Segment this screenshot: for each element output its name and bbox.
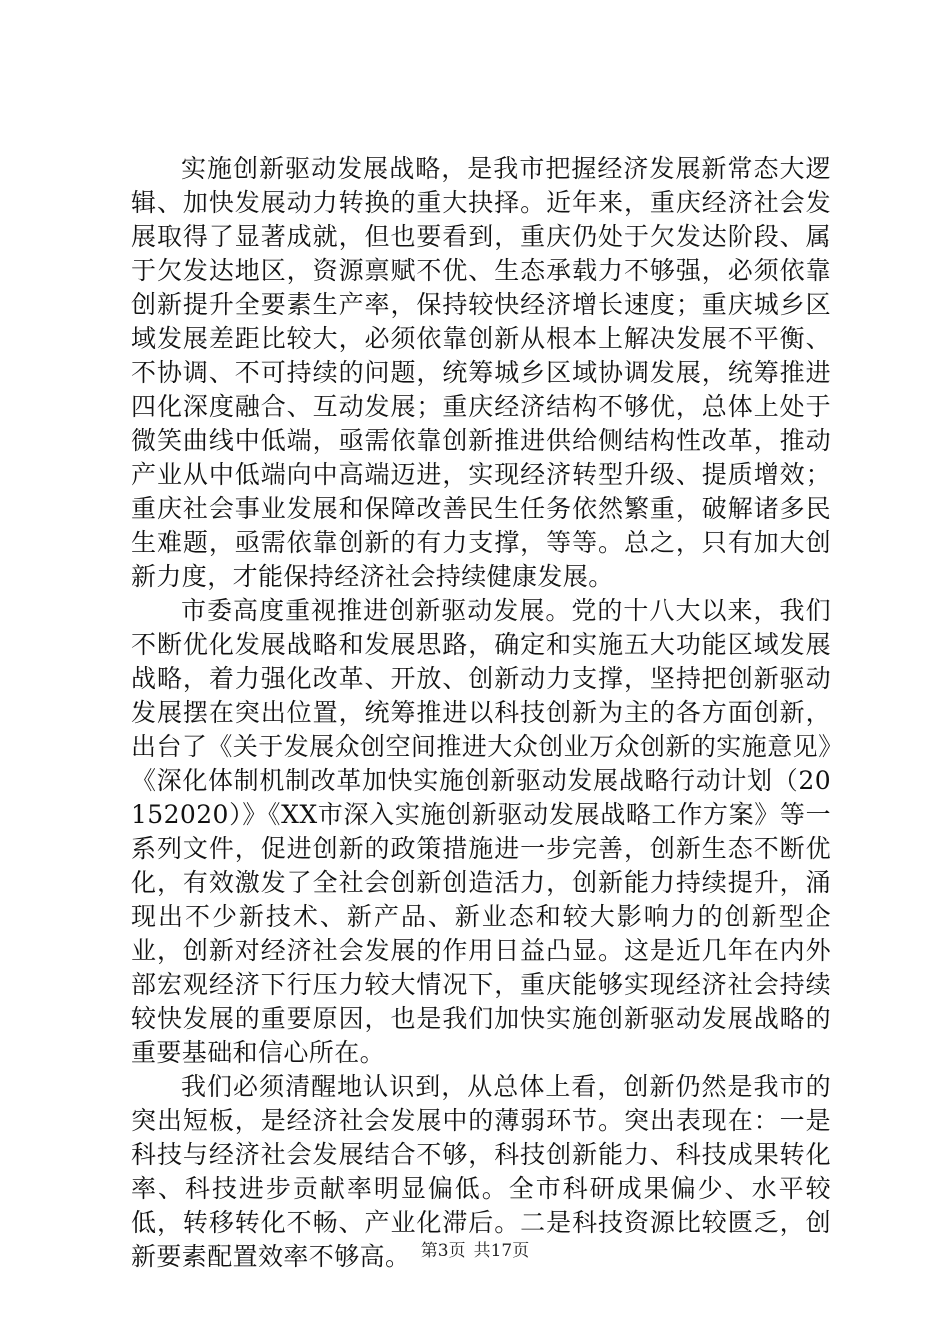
page-footer [0,1240,950,1262]
page-total: 共17页 [473,1241,530,1261]
paragraph-2: 市委高度重视推进创新驱动发展。党的十八大以来，我们不断优化发展战略和发展思路，确定和实施五大功能区域发展战略，着力强化改革、开放、创新动力支撑，坚持把创新驱动发展摆在突出位置，统筹推进以科技创新为主的各方面创新，出台了《关于发展众创空间推进大众创业万众创新的实施意见》《深化体制机制改革加快实施创新驱动发展战略行动计划（20152020）》《XX市深入实施创新驱动发展战略工作方案》等一系列文件，促进创新的政策措施进一步完善，创新生态不断优化，有效激发了全社会创新创造活力，创新能力持续提升，涌现出不少新技术、新产品、新业态和较大影响力的创新型企业，创新对经济社会发展的作用日益凸显。这是近几年在内外部宏观经济下行压力较大情况下，重庆能够实现经济社会持续较快发展的重要原因，也是我们加快实施创新驱动发展战略的重要基础和信心所在。 [131,596,831,1067]
page-number: 第3页 [420,1241,466,1261]
paragraph-1: 实施创新驱动发展战略，是我市把握经济发展新常态大逻辑、加快发展动力转换的重大抉择。近年来，重庆经济社会发展取得了显著成就，但也要看到，重庆仍处于欠发达阶段、属于欠发达地区，资源禀赋不优、生态承载力不够强，必须依靠创新提升全要素生产率，保持较快经济增长速度；重庆城乡区域发展差距比较大，必须依靠创新从根本上解决发展不平衡、不协调、不可持续的问题，统筹城乡区域协调发展，统筹推进四化深度融合、互动发展；重庆经济结构不够优，总体上处于微笑曲线中低端，亟需依靠创新推进供给侧结构性改革，推动产业从中低端向中高端迈进，实现经济转型升级、提质增效；重庆社会事业发展和保障改善民生任务依然繁重，破解诸多民生难题，亟需依靠创新的有力支撑，等等。总之，只有加大创新力度，才能保持经济社会持续健康发展。 [131,154,831,591]
paragraph-3: 我们必须清醒地认识到，从总体上看，创新仍然是我市的突出短板，是经济社会发展中的薄弱环节。突出表现在：一是科技与经济社会发展结合不够，科技创新能力、科技成果转化率、科技进步贡献率明显偏低。全市科研成果偏少、水平较低，转移转化不畅、产业化滞后。二是科技资源比较匮乏，创新要素配置效率不够高。 [131,1072,831,1271]
document-body [131,152,831,1274]
